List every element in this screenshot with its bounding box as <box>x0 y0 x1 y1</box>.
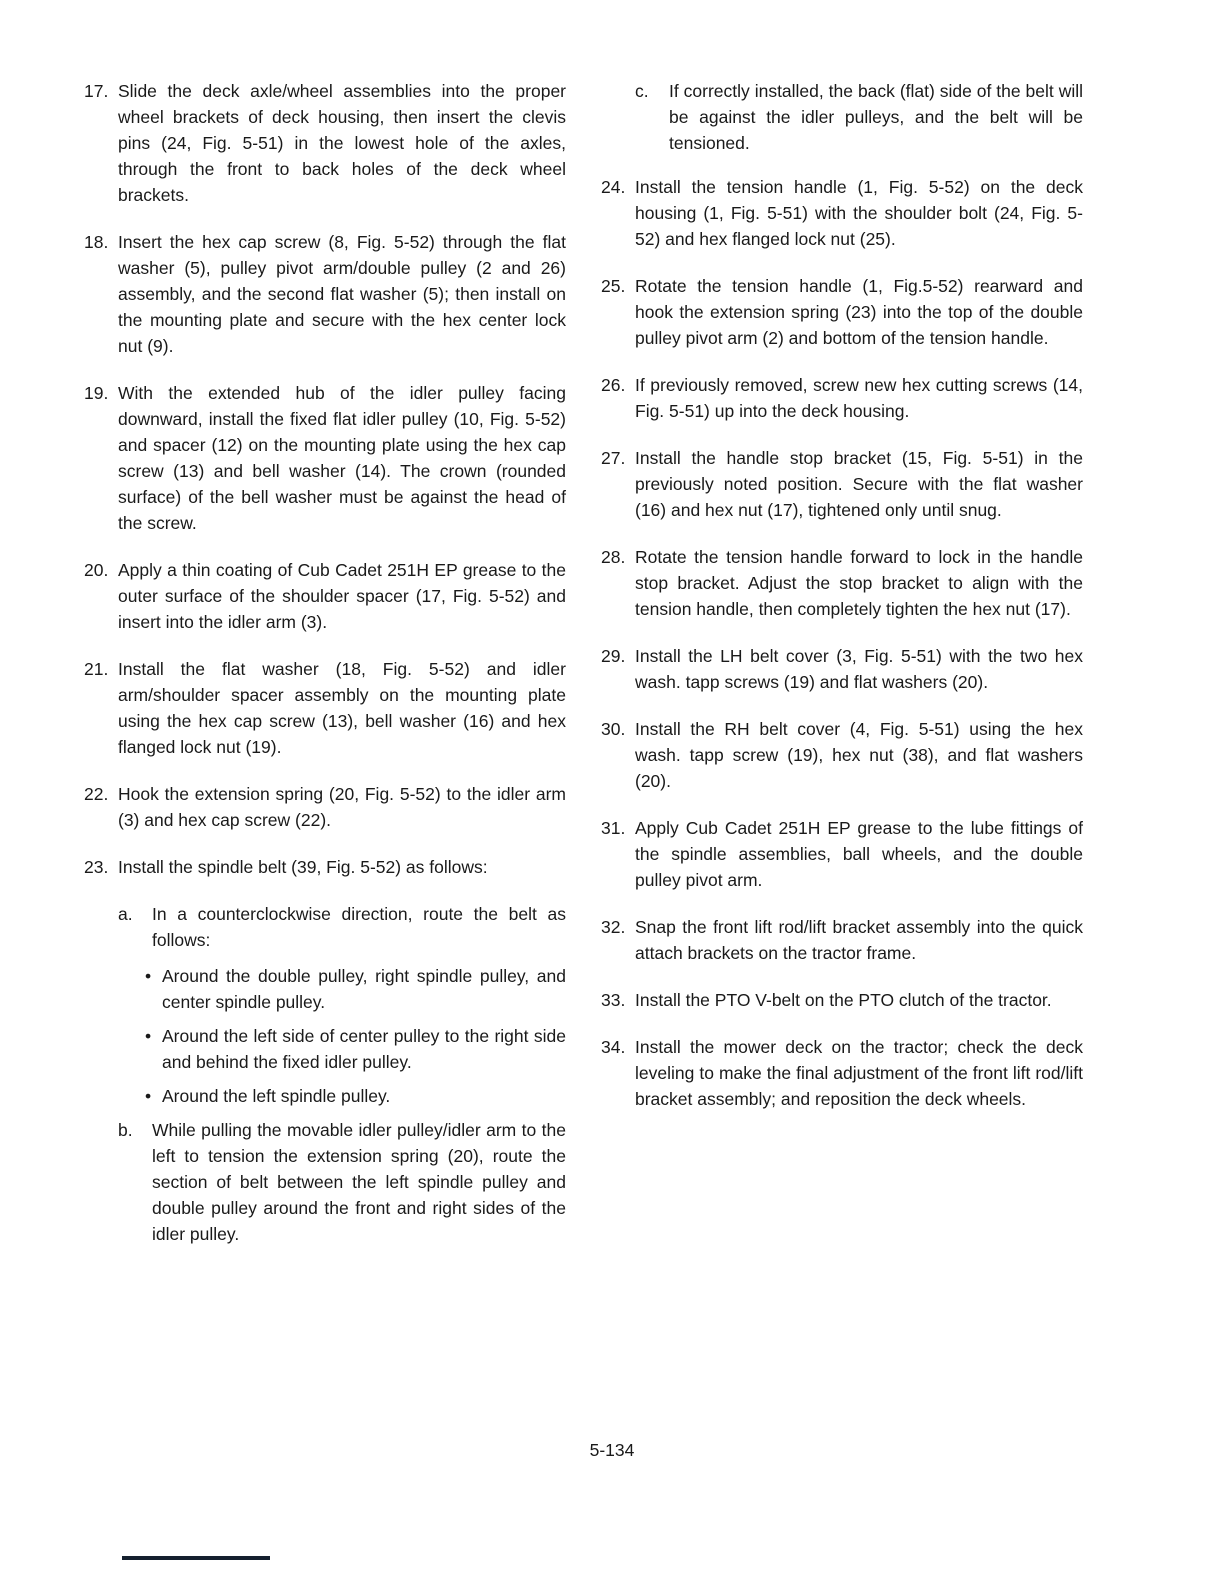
instruction-item <box>601 174 1083 252</box>
item-text: Rotate the tension handle forward to lock in the handle stop bracket. Adjust the stop bracket to align with the tension handle, then completely tighten the hex nut (17). <box>635 547 1083 619</box>
bullet-item <box>145 1023 566 1075</box>
item-text: Around the double pulley, right spindle pulley, and center spindle pulley. <box>162 966 566 1012</box>
item-label: 29. <box>601 646 626 666</box>
item-text: Around the left spindle pulley. <box>162 1086 391 1106</box>
footer-rule <box>122 1556 270 1560</box>
bullet-marker: • <box>145 1086 152 1106</box>
item-text: If previously removed, screw new hex cutting screws (14, Fig. 5-51) up into the deck housing. <box>635 375 1083 421</box>
item-label: 28. <box>601 547 626 567</box>
instruction-item <box>601 815 1083 893</box>
item-text: Install the RH belt cover (4, Fig. 5-51) using the hex wash. tapp screw (19), hex nut (38), and flat washers (20). <box>635 719 1083 791</box>
item-text: Apply Cub Cadet 251H EP grease to the lube fittings of the spindle assemblies, ball wheels, and the double pulley pivot arm. <box>635 818 1083 890</box>
item-text: If correctly installed, the back (flat) side of the belt will be against the idler pulleys, and the belt will be tensioned. <box>669 81 1083 153</box>
item-label: 17. <box>84 81 109 101</box>
item-text: Snap the front lift rod/lift bracket assembly into the quick attach brackets on the tractor frame. <box>635 917 1083 963</box>
item-text: Install the LH belt cover (3, Fig. 5-51) with the two hex wash. tapp screws (19) and flat washers (20). <box>635 646 1083 692</box>
item-text: Insert the hex cap screw (8, Fig. 5-52) through the flat washer (5), pulley pivot arm/double pulley (2 and 26) assembly, and the second flat washer (5); then install on the mounting plate and secure with the hex center lock nut (9). <box>118 232 566 356</box>
item-text: Install the flat washer (18, Fig. 5-52) and idler arm/shoulder spacer assembly on the mounting plate using the hex cap screw (13), bell washer (16) and hex flanged lock nut (19). <box>118 659 566 757</box>
item-label: 21. <box>84 659 109 679</box>
item-label: c. <box>635 81 649 101</box>
item-label: 31. <box>601 818 626 838</box>
item-label: 24. <box>601 177 626 197</box>
bullet-item <box>145 1083 566 1109</box>
instruction-item <box>601 1034 1083 1112</box>
instruction-item <box>84 656 566 760</box>
item-label: 23. <box>84 857 109 877</box>
instruction-item <box>84 78 566 208</box>
item-text: Install the mower deck on the tractor; check the deck leveling to make the final adjustment of the front lift rod/lift bracket assembly; and reposition the deck wheels. <box>635 1037 1083 1109</box>
item-text: Install the handle stop bracket (15, Fig. 5-51) in the previously noted position. Secure with the flat washer (16) and hex nut (17), tightened only until snug. <box>635 448 1083 520</box>
instruction-item <box>601 914 1083 966</box>
item-label: a. <box>118 904 133 924</box>
instruction-item <box>601 372 1083 424</box>
item-text: With the extended hub of the idler pulley facing downward, install the fixed flat idler pulley (10, Fig. 5-52) and spacer (12) on the mounting plate using the hex cap screw (13) and bell washer (14). The crown (rounded surface) of the bell washer must be against the head of the screw. <box>118 383 566 533</box>
instruction-item <box>84 380 566 536</box>
item-label: 30. <box>601 719 626 739</box>
item-label: 33. <box>601 990 626 1010</box>
item-text: In a counterclockwise direction, route the belt as follows: <box>152 904 566 950</box>
instruction-item <box>601 716 1083 794</box>
left-column <box>84 78 566 1265</box>
instruction-item <box>84 854 566 880</box>
item-text: Slide the deck axle/wheel assemblies into the proper wheel brackets of deck housing, then insert the clevis pins (24, Fig. 5-51) in the lowest hole of the axles, through the front to back holes of the deck wheel brackets. <box>118 81 566 205</box>
instruction-item <box>84 557 566 635</box>
instruction-item <box>84 229 566 359</box>
bullet-marker: • <box>145 1026 152 1046</box>
item-label: 22. <box>84 784 109 804</box>
item-label: 32. <box>601 917 626 937</box>
item-text: Install the spindle belt (39, Fig. 5-52) as follows: <box>118 857 488 877</box>
bullet-marker: • <box>145 966 152 986</box>
item-text: Apply a thin coating of Cub Cadet 251H EP grease to the outer surface of the shoulder spacer (17, Fig. 5-52) and insert into the idler arm (3). <box>118 560 566 632</box>
item-text: Hook the extension spring (20, Fig. 5-52) to the idler arm (3) and hex cap screw (22). <box>118 784 566 830</box>
instruction-item <box>601 643 1083 695</box>
sub-instruction-item <box>118 1117 566 1247</box>
sub-instruction-item <box>635 78 1083 156</box>
item-text: Rotate the tension handle (1, Fig.5-52) rearward and hook the extension spring (23) into the top of the double pulley pivot arm (2) and bottom of the tension handle. <box>635 276 1083 348</box>
item-label: 27. <box>601 448 626 468</box>
item-text: Around the left side of center pulley to the right side and behind the fixed idler pulley. <box>162 1026 566 1072</box>
item-label: 34. <box>601 1037 626 1057</box>
item-label: 25. <box>601 276 626 296</box>
item-label: 20. <box>84 560 109 580</box>
item-text: While pulling the movable idler pulley/idler arm to the left to tension the extension spring (20), route the section of belt between the left spindle pulley and double pulley around the front and right sides of the idler pulley. <box>152 1120 566 1244</box>
item-label: 19. <box>84 383 109 403</box>
bullet-item <box>145 963 566 1015</box>
item-label: 26. <box>601 375 626 395</box>
item-text: Install the tension handle (1, Fig. 5-52) on the deck housing (1, Fig. 5-51) with the shoulder bolt (24, Fig. 5-52) and hex flanged lock nut (25). <box>635 177 1083 249</box>
instruction-item <box>601 544 1083 622</box>
instruction-item <box>84 781 566 833</box>
instruction-item <box>601 987 1083 1013</box>
right-column <box>601 78 1083 1265</box>
item-label: 18. <box>84 232 109 252</box>
sub-instruction-item <box>118 901 566 953</box>
item-label: b. <box>118 1120 133 1140</box>
instruction-item <box>601 273 1083 351</box>
item-text: Install the PTO V-belt on the PTO clutch of the tractor. <box>635 990 1052 1010</box>
page-number: 5-134 <box>589 1440 635 1460</box>
instruction-item <box>601 445 1083 523</box>
